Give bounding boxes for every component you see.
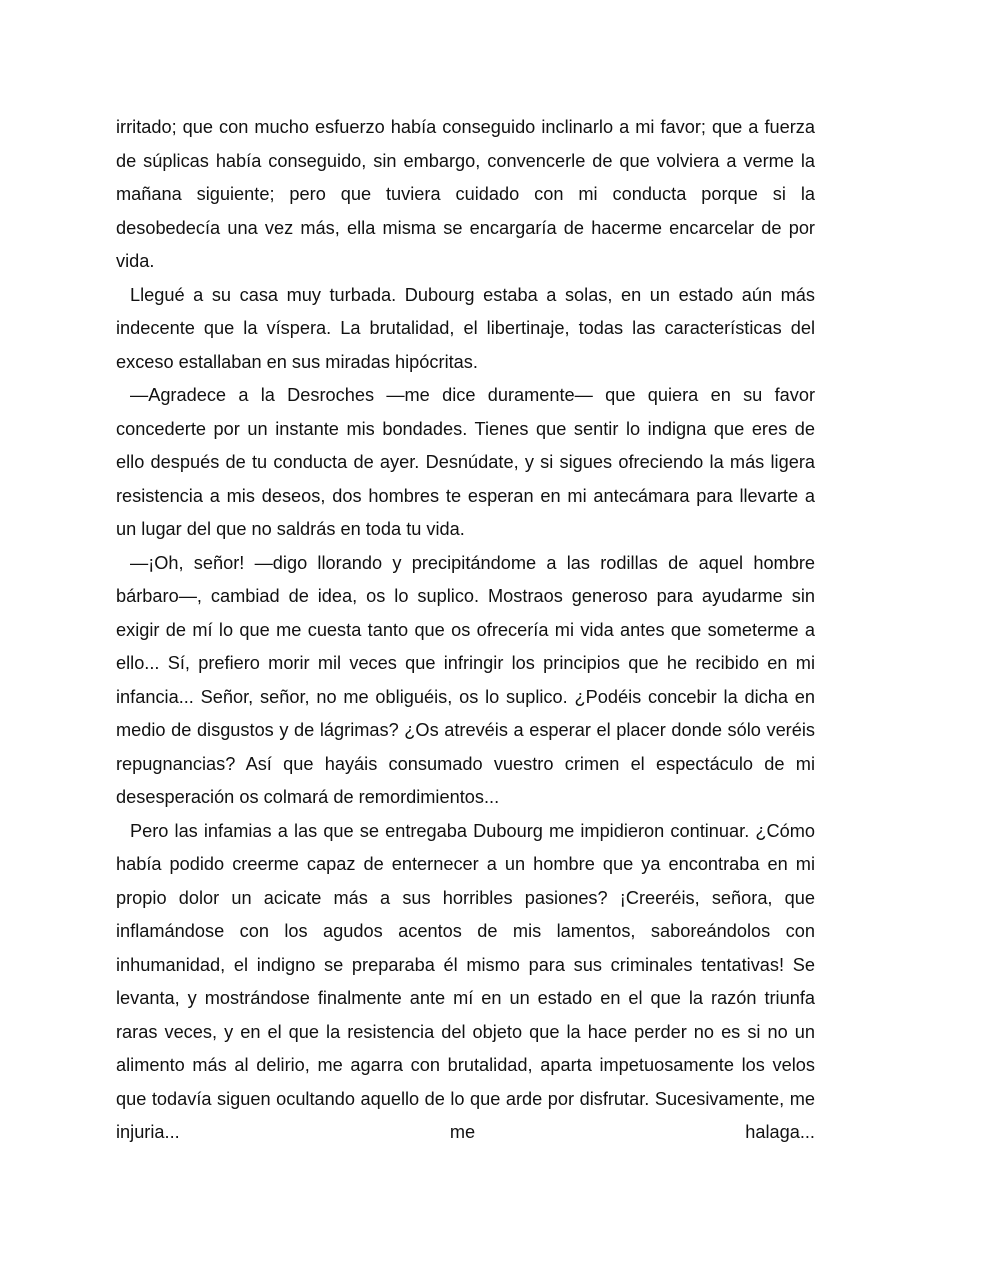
paragraph-2: Llegué a su casa muy turbada. Dubourg estaba a solas, en un estado aún más indecente que la víspera. La brutalidad, el libertinaje, todas las características del exceso estallaban en sus miradas hipócritas.: [116, 284, 815, 372]
document-page: [116, 111, 815, 1150]
paragraph-4: —¡Oh, señor! —digo llorando y precipitándome a las rodillas de aquel hombre bárbaro—, cambiad de idea, os lo suplico. Mostraos generoso para ayudarme sin exigir de mí lo que me cuesta tanto que os ofrecería mi vida antes que someterme a ello... Sí, prefiero morir mil veces que infringir los principios que he recibido en mi infancia... Señor, señor, no me obliguéis, os lo suplico. ¿Podéis concebir la dicha en medio de disgustos y de lágrimas? ¿Os atrevéis a esperar el placer donde sólo veréis repugnancias? Así que hayáis consumado vuestro crimen el espectáculo de mi desesperación os colmará de remordimientos...: [116, 552, 815, 807]
paragraph-3: —Agradece a la Desroches —me dice duramente— que quiera en su favor concederte por un instante mis bondades. Tienes que sentir lo indigna que eres de ello después de tu conducta de ayer. Desnúdate, y si sigues ofreciendo la más ligera resistencia a mis deseos, dos hombres te esperan en mi antecámara para llevarte a un lugar del que no saldrás en toda tu vida.: [116, 385, 815, 539]
paragraph-1: irritado; que con mucho esfuerzo había conseguido inclinarlo a mi favor; que a fuerza de súplicas había conseguido, sin embargo, convencerle de que volviera a verme la mañana siguiente; pero que tuviera cuidado con mi conducta porque si la desobedecía una vez más, ella misma se encargaría de hacerme encarcelar de por vida.: [116, 117, 815, 271]
paragraph-5: Pero las infamias a las que se entregaba Dubourg me impidieron continuar. ¿Cómo había podido creerme capaz de enternecer a un hombre que ya encontraba en mi propio dolor un acicate más a sus horribles pasiones? ¡Creeréis, señora, que inflamándose con los agudos acentos de mis lamentos, saboreándolos con inhumanidad, el indigno se preparaba él mismo para sus criminales tentativas! Se levanta, y mostrándose finalmente ante mí en un estado en el que la razón triunfa raras veces, y en el que la resistencia del objeto que la hace perder no es si no un alimento más al delirio, me agarra con brutalidad, aparta impetuosamente los velos que todavía siguen ocultando aquello de lo que arde por disfrutar. Sucesivamente, me injuria... me halaga...: [116, 820, 815, 1142]
